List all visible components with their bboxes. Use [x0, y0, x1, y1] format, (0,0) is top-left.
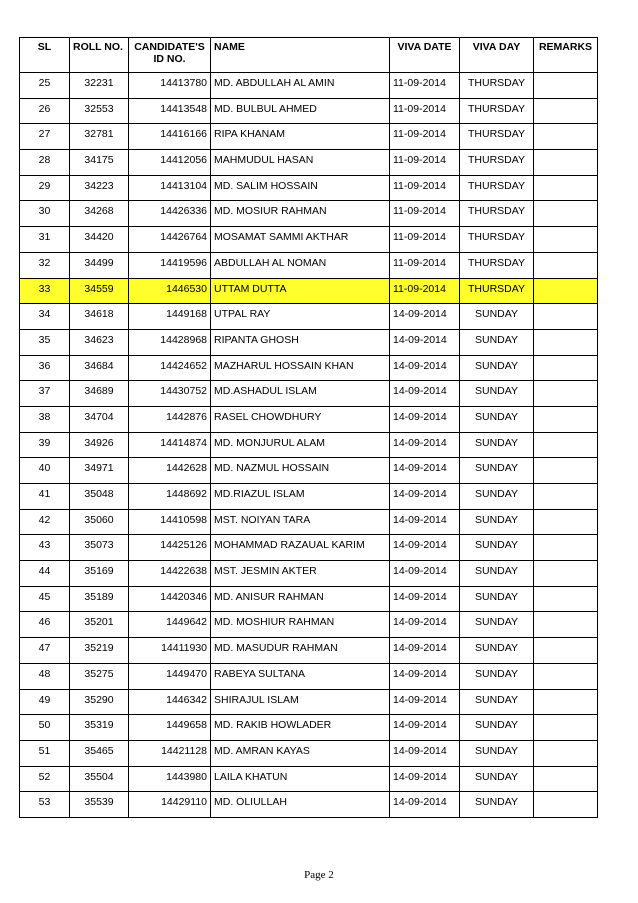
cell-name: MD.RIAZUL ISLAM — [211, 484, 390, 510]
header-remarks: REMARKS — [534, 38, 598, 73]
cell-remarks — [534, 278, 598, 304]
header-candidate-id-line2: ID NO. — [153, 53, 186, 65]
cell-viva-date: 11-09-2014 — [390, 227, 460, 253]
cell-candidate-id: 14426336 — [129, 201, 211, 227]
cell-sl: 38 — [20, 406, 70, 432]
cell-sl: 28 — [20, 150, 70, 176]
cell-candidate-id: 14414874 — [129, 432, 211, 458]
cell-viva-date: 14-09-2014 — [390, 381, 460, 407]
cell-remarks — [534, 381, 598, 407]
cell-name: MST. NOIYAN TARA — [211, 509, 390, 535]
cell-sl: 44 — [20, 561, 70, 587]
cell-candidate-id: 1442628 — [129, 458, 211, 484]
cell-viva-date: 14-09-2014 — [390, 355, 460, 381]
cell-roll-no: 35201 — [70, 612, 129, 638]
cell-candidate-id: 1446530 — [129, 278, 211, 304]
cell-remarks — [534, 432, 598, 458]
cell-remarks — [534, 458, 598, 484]
cell-sl: 33 — [20, 278, 70, 304]
cell-remarks — [534, 586, 598, 612]
cell-roll-no: 35169 — [70, 561, 129, 587]
cell-roll-no: 35504 — [70, 766, 129, 792]
cell-viva-day: SUNDAY — [460, 663, 534, 689]
table-row — [20, 740, 598, 766]
table-row — [20, 535, 598, 561]
header-candidate-id — [129, 38, 211, 73]
cell-remarks — [534, 509, 598, 535]
cell-viva-day: THURSDAY — [460, 227, 534, 253]
cell-candidate-id: 1442876 — [129, 406, 211, 432]
cell-viva-date: 14-09-2014 — [390, 458, 460, 484]
cell-roll-no: 35219 — [70, 638, 129, 664]
cell-candidate-id: 14412056 — [129, 150, 211, 176]
cell-remarks — [534, 201, 598, 227]
header-viva-day: VIVA DAY — [460, 38, 534, 73]
cell-viva-date: 14-09-2014 — [390, 792, 460, 818]
cell-viva-date: 14-09-2014 — [390, 740, 460, 766]
cell-roll-no: 34971 — [70, 458, 129, 484]
cell-candidate-id: 14413548 — [129, 98, 211, 124]
cell-viva-date: 14-09-2014 — [390, 715, 460, 741]
cell-viva-day: SUNDAY — [460, 689, 534, 715]
cell-viva-date: 11-09-2014 — [390, 73, 460, 99]
cell-sl: 47 — [20, 638, 70, 664]
cell-roll-no: 35275 — [70, 663, 129, 689]
table-row — [20, 227, 598, 253]
cell-roll-no: 34175 — [70, 150, 129, 176]
cell-viva-date: 14-09-2014 — [390, 766, 460, 792]
table-row — [20, 329, 598, 355]
cell-viva-date: 14-09-2014 — [390, 406, 460, 432]
cell-roll-no: 34623 — [70, 329, 129, 355]
cell-candidate-id: 14411930 — [129, 638, 211, 664]
cell-candidate-id: 1448692 — [129, 484, 211, 510]
table-row — [20, 175, 598, 201]
cell-name: MD. BULBUL AHMED — [211, 98, 390, 124]
cell-roll-no: 32231 — [70, 73, 129, 99]
cell-viva-date: 14-09-2014 — [390, 638, 460, 664]
cell-sl: 36 — [20, 355, 70, 381]
cell-name: MD. MOSHIUR RAHMAN — [211, 612, 390, 638]
cell-viva-day: THURSDAY — [460, 124, 534, 150]
cell-sl: 34 — [20, 304, 70, 330]
cell-candidate-id: 14421128 — [129, 740, 211, 766]
cell-remarks — [534, 689, 598, 715]
cell-candidate-id: 14413104 — [129, 175, 211, 201]
cell-viva-date: 14-09-2014 — [390, 612, 460, 638]
table-row — [20, 432, 598, 458]
cell-roll-no: 32781 — [70, 124, 129, 150]
cell-viva-day: SUNDAY — [460, 355, 534, 381]
table-row — [20, 792, 598, 818]
header-sl: SL — [20, 38, 70, 73]
table-row — [20, 98, 598, 124]
cell-roll-no: 34223 — [70, 175, 129, 201]
cell-viva-day: SUNDAY — [460, 509, 534, 535]
cell-remarks — [534, 406, 598, 432]
cell-roll-no: 34684 — [70, 355, 129, 381]
cell-viva-day: THURSDAY — [460, 73, 534, 99]
cell-viva-date: 14-09-2014 — [390, 484, 460, 510]
cell-candidate-id: 14420346 — [129, 586, 211, 612]
cell-roll-no: 35290 — [70, 689, 129, 715]
table-row — [20, 73, 598, 99]
cell-viva-day: SUNDAY — [460, 458, 534, 484]
cell-sl: 39 — [20, 432, 70, 458]
cell-viva-day: SUNDAY — [460, 561, 534, 587]
header-viva-date: VIVA DATE — [390, 38, 460, 73]
cell-sl: 29 — [20, 175, 70, 201]
cell-candidate-id: 14425126 — [129, 535, 211, 561]
cell-candidate-id: 1449658 — [129, 715, 211, 741]
cell-candidate-id: 14429110 — [129, 792, 211, 818]
cell-viva-day: SUNDAY — [460, 381, 534, 407]
cell-viva-date: 11-09-2014 — [390, 201, 460, 227]
cell-name: MST. JESMIN AKTER — [211, 561, 390, 587]
cell-candidate-id: 1449642 — [129, 612, 211, 638]
cell-remarks — [534, 663, 598, 689]
cell-roll-no: 34689 — [70, 381, 129, 407]
cell-name: RIPA KHANAM — [211, 124, 390, 150]
cell-viva-day: SUNDAY — [460, 638, 534, 664]
cell-candidate-id: 14428968 — [129, 329, 211, 355]
cell-sl: 45 — [20, 586, 70, 612]
cell-remarks — [534, 150, 598, 176]
cell-viva-date: 14-09-2014 — [390, 586, 460, 612]
cell-viva-date: 11-09-2014 — [390, 124, 460, 150]
cell-roll-no: 34926 — [70, 432, 129, 458]
table-row — [20, 381, 598, 407]
cell-sl: 27 — [20, 124, 70, 150]
cell-candidate-id: 14419596 — [129, 252, 211, 278]
cell-sl: 25 — [20, 73, 70, 99]
cell-roll-no: 35073 — [70, 535, 129, 561]
cell-sl: 52 — [20, 766, 70, 792]
cell-remarks — [534, 124, 598, 150]
cell-viva-date: 11-09-2014 — [390, 252, 460, 278]
cell-roll-no: 35465 — [70, 740, 129, 766]
table-row — [20, 355, 598, 381]
cell-sl: 43 — [20, 535, 70, 561]
table-row — [20, 406, 598, 432]
cell-remarks — [534, 175, 598, 201]
cell-sl: 46 — [20, 612, 70, 638]
cell-candidate-id: 1449168 — [129, 304, 211, 330]
cell-roll-no: 34704 — [70, 406, 129, 432]
cell-sl: 41 — [20, 484, 70, 510]
cell-sl: 30 — [20, 201, 70, 227]
table-row — [20, 201, 598, 227]
cell-remarks — [534, 329, 598, 355]
cell-name: MOSAMAT SAMMI AKTHAR — [211, 227, 390, 253]
cell-name: MOHAMMAD RAZAUAL KARIM — [211, 535, 390, 561]
table-row — [20, 715, 598, 741]
cell-remarks — [534, 766, 598, 792]
cell-viva-day: SUNDAY — [460, 766, 534, 792]
table-row — [20, 561, 598, 587]
table-body — [20, 73, 598, 818]
cell-sl: 50 — [20, 715, 70, 741]
cell-candidate-id: 14416166 — [129, 124, 211, 150]
cell-name: RASEL CHOWDHURY — [211, 406, 390, 432]
cell-roll-no: 32553 — [70, 98, 129, 124]
cell-remarks — [534, 638, 598, 664]
header-name: NAME — [211, 38, 390, 73]
cell-roll-no: 34499 — [70, 252, 129, 278]
cell-sl: 31 — [20, 227, 70, 253]
cell-name: UTPAL RAY — [211, 304, 390, 330]
cell-name: MD. ANISUR RAHMAN — [211, 586, 390, 612]
cell-name: ABDULLAH AL NOMAN — [211, 252, 390, 278]
cell-viva-day: SUNDAY — [460, 329, 534, 355]
table-row — [20, 509, 598, 535]
cell-candidate-id: 14426764 — [129, 227, 211, 253]
cell-sl: 35 — [20, 329, 70, 355]
table-row — [20, 586, 598, 612]
cell-viva-date: 11-09-2014 — [390, 98, 460, 124]
cell-viva-day: SUNDAY — [460, 792, 534, 818]
cell-sl: 53 — [20, 792, 70, 818]
cell-sl: 40 — [20, 458, 70, 484]
cell-sl: 51 — [20, 740, 70, 766]
cell-remarks — [534, 98, 598, 124]
cell-remarks — [534, 252, 598, 278]
cell-name: RABEYA SULTANA — [211, 663, 390, 689]
cell-name: MD. MOSIUR RAHMAN — [211, 201, 390, 227]
table-row — [20, 663, 598, 689]
cell-candidate-id: 1446342 — [129, 689, 211, 715]
table-row — [20, 484, 598, 510]
cell-name: MD. NAZMUL HOSSAIN — [211, 458, 390, 484]
table-row — [20, 252, 598, 278]
cell-roll-no: 34268 — [70, 201, 129, 227]
cell-sl: 49 — [20, 689, 70, 715]
cell-remarks — [534, 715, 598, 741]
cell-remarks — [534, 612, 598, 638]
cell-candidate-id: 14413780 — [129, 73, 211, 99]
cell-name: SHIRAJUL ISLAM — [211, 689, 390, 715]
table-header-row — [20, 38, 598, 73]
table-row — [20, 124, 598, 150]
cell-name: MD. RAKIB HOWLADER — [211, 715, 390, 741]
cell-sl: 37 — [20, 381, 70, 407]
cell-remarks — [534, 304, 598, 330]
cell-name: MAHMUDUL HASAN — [211, 150, 390, 176]
cell-viva-date: 14-09-2014 — [390, 663, 460, 689]
table-row — [20, 612, 598, 638]
cell-remarks — [534, 355, 598, 381]
cell-viva-day: THURSDAY — [460, 150, 534, 176]
cell-viva-date: 14-09-2014 — [390, 689, 460, 715]
cell-roll-no: 35319 — [70, 715, 129, 741]
cell-remarks — [534, 73, 598, 99]
cell-remarks — [534, 227, 598, 253]
cell-sl: 26 — [20, 98, 70, 124]
cell-roll-no: 34559 — [70, 278, 129, 304]
cell-candidate-id: 14430752 — [129, 381, 211, 407]
cell-roll-no: 35060 — [70, 509, 129, 535]
table-row — [20, 766, 598, 792]
cell-roll-no: 34420 — [70, 227, 129, 253]
page-footer: Page 2 — [304, 869, 334, 881]
cell-viva-day: THURSDAY — [460, 175, 534, 201]
cell-viva-date: 11-09-2014 — [390, 278, 460, 304]
cell-name: MAZHARUL HOSSAIN KHAN — [211, 355, 390, 381]
cell-roll-no: 34618 — [70, 304, 129, 330]
cell-name: MD. AMRAN KAYAS — [211, 740, 390, 766]
cell-name: MD. ABDULLAH AL AMIN — [211, 73, 390, 99]
cell-roll-no: 35189 — [70, 586, 129, 612]
cell-viva-date: 14-09-2014 — [390, 535, 460, 561]
table-row — [20, 638, 598, 664]
cell-remarks — [534, 484, 598, 510]
cell-viva-day: THURSDAY — [460, 98, 534, 124]
cell-roll-no: 35539 — [70, 792, 129, 818]
cell-name: MD. MONJURUL ALAM — [211, 432, 390, 458]
cell-candidate-id: 1449470 — [129, 663, 211, 689]
cell-viva-day: SUNDAY — [460, 715, 534, 741]
cell-viva-day: SUNDAY — [460, 304, 534, 330]
cell-viva-date: 14-09-2014 — [390, 432, 460, 458]
cell-name: MD. OLIULLAH — [211, 792, 390, 818]
cell-viva-day: SUNDAY — [460, 406, 534, 432]
cell-viva-date: 14-09-2014 — [390, 329, 460, 355]
cell-name: UTTAM DUTTA — [211, 278, 390, 304]
header-roll-no: ROLL NO. — [70, 38, 129, 73]
cell-name: MD.ASHADUL ISLAM — [211, 381, 390, 407]
cell-remarks — [534, 792, 598, 818]
cell-sl: 42 — [20, 509, 70, 535]
header-candidate-id-line1: CANDIDATE'S — [134, 41, 205, 53]
cell-candidate-id: 14424652 — [129, 355, 211, 381]
cell-name: MD. MASUDUR RAHMAN — [211, 638, 390, 664]
cell-viva-date: 14-09-2014 — [390, 509, 460, 535]
cell-viva-date: 14-09-2014 — [390, 561, 460, 587]
cell-viva-day: SUNDAY — [460, 484, 534, 510]
cell-viva-day: SUNDAY — [460, 535, 534, 561]
cell-viva-day: SUNDAY — [460, 612, 534, 638]
table-row — [20, 150, 598, 176]
cell-candidate-id: 14422638 — [129, 561, 211, 587]
cell-candidate-id: 1443980 — [129, 766, 211, 792]
cell-viva-day: SUNDAY — [460, 740, 534, 766]
cell-roll-no: 35048 — [70, 484, 129, 510]
table-row — [20, 458, 598, 484]
table-row — [20, 689, 598, 715]
cell-sl: 48 — [20, 663, 70, 689]
cell-viva-day: SUNDAY — [460, 586, 534, 612]
cell-viva-date: 11-09-2014 — [390, 150, 460, 176]
cell-remarks — [534, 535, 598, 561]
cell-remarks — [534, 740, 598, 766]
cell-viva-day: THURSDAY — [460, 201, 534, 227]
table-row — [20, 278, 598, 304]
cell-viva-day: SUNDAY — [460, 432, 534, 458]
viva-schedule-table — [19, 37, 598, 818]
cell-viva-day: THURSDAY — [460, 252, 534, 278]
cell-candidate-id: 14410598 — [129, 509, 211, 535]
cell-remarks — [534, 561, 598, 587]
cell-name: LAILA KHATUN — [211, 766, 390, 792]
cell-viva-day: THURSDAY — [460, 278, 534, 304]
cell-sl: 32 — [20, 252, 70, 278]
cell-name: MD. SALIM HOSSAIN — [211, 175, 390, 201]
cell-viva-date: 14-09-2014 — [390, 304, 460, 330]
cell-viva-date: 11-09-2014 — [390, 175, 460, 201]
table-row — [20, 304, 598, 330]
cell-name: RIPANTA GHOSH — [211, 329, 390, 355]
